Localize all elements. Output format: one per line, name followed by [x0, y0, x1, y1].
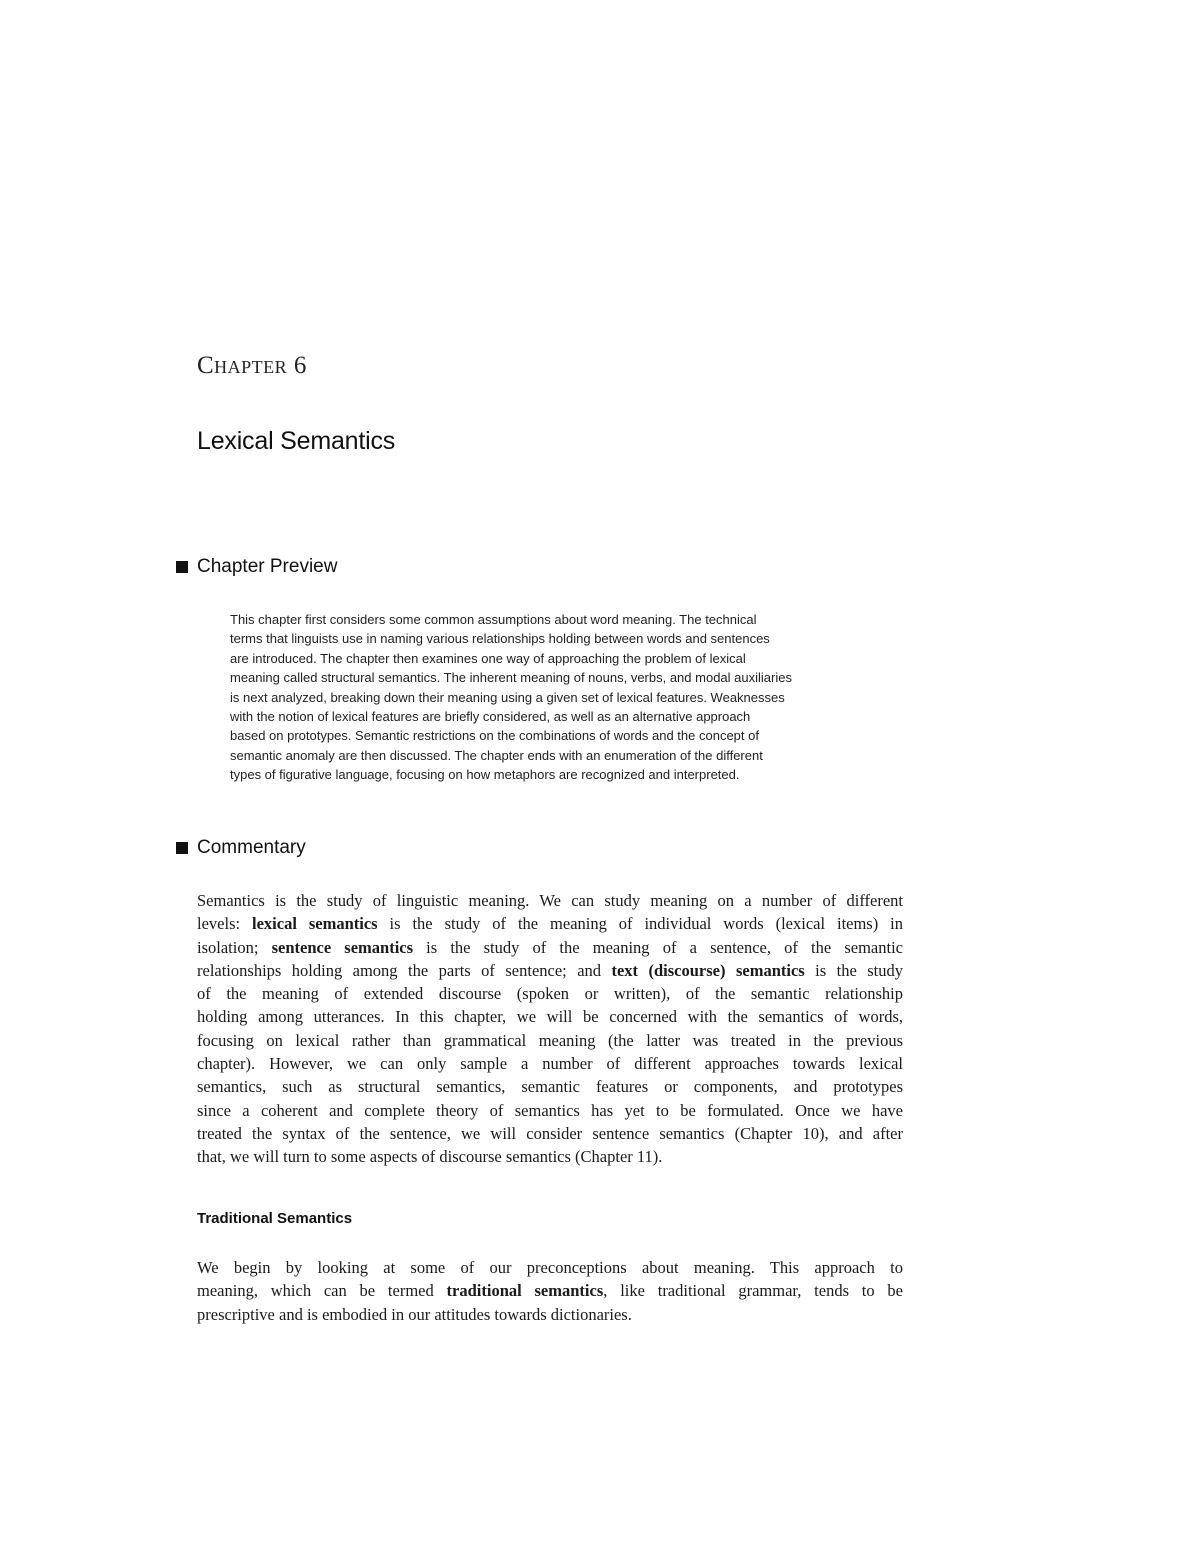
text-run: isolation;: [197, 937, 272, 957]
traditional-line: [197, 1279, 903, 1302]
term-text-discourse-semantics: text (discourse) semantics: [611, 960, 805, 980]
square-bullet-icon: [176, 842, 188, 854]
commentary-line: [197, 912, 903, 935]
traditional-line: We begin by looking at some of our preconceptions about meaning. This approach to: [197, 1258, 903, 1277]
preview-line: This chapter first considers some common assumptions about word meaning. The technical: [230, 612, 757, 627]
traditional-semantics-heading: Traditional Semantics: [197, 1210, 353, 1227]
preview-line: with the notion of lexical features are briefly considered, as well as an alternative approach: [230, 709, 751, 725]
commentary-line: [197, 936, 903, 959]
commentary-line: since a coherent and complete theory of semantics has yet to be formulated. Once we have: [197, 1100, 903, 1120]
commentary-line: holding among utterances. In this chapter, we will be concerned with the semantics of words,: [197, 1007, 903, 1027]
term-sentence-semantics: sentence semantics: [271, 937, 414, 957]
traditional-line: prescriptive and is embodied in our attitudes towards dictionaries.: [197, 1304, 632, 1324]
text-run: meaning, which can be termed: [197, 1281, 447, 1301]
text-run: levels:: [197, 914, 253, 934]
chapter-preview-heading: [176, 556, 337, 578]
text-run: is the study of the meaning of individual words (lexical items) in: [377, 914, 903, 934]
preview-line: terms that linguists use in naming various relationships holding between words and sentences: [230, 631, 770, 647]
term-traditional-semantics: traditional semantics: [446, 1281, 604, 1301]
traditional-semantics-paragraph: [197, 1256, 903, 1326]
term-lexical-semantics: lexical semantics: [252, 914, 378, 934]
preview-line: types of figurative language, focusing on how metaphors are recognized and interpreted.: [230, 767, 740, 783]
preview-line: are introduced. The chapter then examines one way of approaching the problem of lexical: [230, 650, 746, 666]
preview-line: semantic anomaly are then discussed. The chapter ends with an enumeration of the different: [230, 747, 763, 763]
commentary-line: treated the syntax of the sentence, we will consider sentence semantics (Chapter 10), and after: [197, 1123, 903, 1143]
text-run: relationships holding among the parts of sentence; and: [197, 960, 612, 980]
text-run: is the study: [804, 960, 903, 980]
preview-line: meaning called structural semantics. The inherent meaning of nouns, verbs, and modal auxiliaries: [230, 670, 792, 686]
commentary-heading-text: Commentary: [197, 837, 306, 858]
text-run: , like traditional grammar, tends to be: [603, 1281, 903, 1301]
chapter-label: Chapter 6: [197, 352, 307, 379]
square-bullet-icon: [176, 561, 188, 573]
commentary-line: [197, 959, 903, 982]
commentary-heading: [176, 837, 306, 859]
commentary-line: of the meaning of extended discourse (spoken or written), of the semantic relationship: [197, 984, 903, 1004]
commentary-paragraph: [197, 889, 903, 1169]
text-run: is the study of the meaning of a sentence, of the semantic: [413, 937, 903, 957]
chapter-preview-paragraph: [230, 610, 870, 785]
commentary-line: Semantics is the study of linguistic meaning. We can study meaning on a number of different: [197, 891, 903, 910]
commentary-line: semantics, such as structural semantics, semantic features or components, and prototypes: [197, 1077, 903, 1097]
commentary-line: focusing on lexical rather than grammatical meaning (the latter was treated in the previous: [197, 1030, 903, 1050]
chapter-preview-heading-text: Chapter Preview: [197, 556, 338, 577]
chapter-title: Lexical Semantics: [197, 427, 396, 455]
preview-line: is next analyzed, breaking down their meaning using a given set of lexical features. Weaknesses: [230, 689, 785, 705]
commentary-line: that, we will turn to some aspects of discourse semantics (Chapter 11).: [197, 1147, 663, 1167]
commentary-line: chapter). However, we can only sample a number of different approaches towards lexical: [197, 1054, 903, 1074]
preview-line: based on prototypes. Semantic restrictions on the combinations of words and the concept of: [230, 728, 759, 744]
